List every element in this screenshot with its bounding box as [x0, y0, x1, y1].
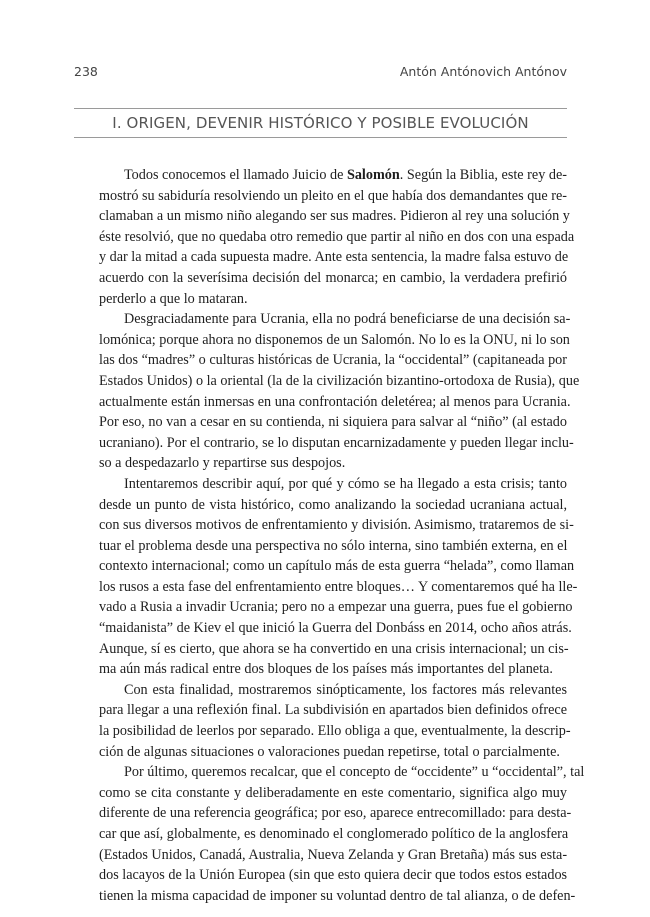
- paragraph-line: so a despedazarlo y repartirse sus despojos.: [99, 455, 346, 472]
- paragraph: [74, 474, 578, 680]
- heading-rule-bottom: [74, 137, 567, 138]
- paragraph-line: tuar el problema desde una perspectiva no sólo interna, sino también externa, en el: [99, 537, 568, 554]
- paragraph: [74, 165, 575, 309]
- paragraph-line: la posibilidad de leerlos por separado. Ello obliga a que, eventualmente, la descrip-: [99, 723, 571, 740]
- paragraph-line: Intentaremos describir aquí, por qué y cómo se ha llegado a esta crisis; tanto: [124, 475, 567, 492]
- paragraph-line: actualmente están inmersas en una confrontación deletérea; al menos para Ucrania.: [99, 393, 571, 410]
- section-heading: I. ORIGEN, DEVENIR HISTÓRICO Y POSIBLE EVOLUCIÓN: [112, 114, 529, 132]
- heading-rule-top: [74, 108, 567, 109]
- paragraph-line: ucraniano). Por el contrario, se lo disputan encarnizadamente y pueden llegar inclu-: [99, 434, 574, 451]
- paragraph-line: lomónica; porque ahora no disponemos de un Salomón. No lo es la ONU, ni lo son: [99, 331, 570, 348]
- paragraph-line: diferente de una referencia geográfica; por eso, aparece entrecomillado: para desta-: [99, 805, 572, 822]
- paragraph-line: Con esta finalidad, mostraremos sinópticamente, los factores más relevantes: [124, 681, 567, 698]
- paragraph-line: desde un punto de vista histórico, como analizando la sociedad ucraniana actual,: [99, 496, 567, 513]
- paragraph-line: Por eso, no van a cesar en su contienda, ni siquiera para salvar al “niño” (al estado: [99, 414, 567, 431]
- paragraph-line: clamaban a un mismo niño alegando ser sus madres. Pidieron al rey una solución y: [99, 208, 570, 225]
- paragraph-line: “maidanista” de Kiev el que inició la Guerra del Donbáss en 2014, ocho años atrás.: [99, 620, 572, 637]
- paragraph-line: las dos “madres” o culturas históricas de Ucrania, la “occidental” (capitaneada por: [99, 352, 567, 369]
- paragraph-line: (Estados Unidos, Canadá, Australia, Nueva Zelanda y Gran Bretaña) más sus esta-: [99, 846, 568, 863]
- paragraph-line: los rusos a esta fase del enfrentamiento entre bloques… Y comentaremos qué ha lle-: [99, 578, 578, 595]
- paragraph-line: mostró su sabiduría resolviendo un pleito en el que había dos demandantes que re-: [99, 187, 567, 204]
- paragraph: [74, 762, 585, 906]
- running-head: Antón Antónovich Antónov: [399, 64, 567, 79]
- paragraph-line: acuerdo con la severísima decisión del monarca; en cambio, la verdadera prefirió: [99, 269, 567, 286]
- paragraph-line: para llegar a una reflexión final. La subdivisión en apartados bien definidos ofrece: [99, 702, 567, 719]
- paragraph-line: y dar la mitad a cada supuesta madre. Ante esta sentencia, la madre falsa estuvo de: [99, 249, 569, 266]
- paragraph-line: como se cita constante y deliberadamente en este comentario, significa algo muy: [99, 784, 567, 801]
- paragraph-line: perderlo a que lo mataran.: [99, 290, 248, 307]
- body-text: [74, 165, 585, 906]
- paragraph-line: car que así, globalmente, es denominado el conglomerado político de la anglosfera: [99, 826, 569, 842]
- paragraph-line: ma aún más radical entre dos bloques de los países más importantes del planeta.: [99, 661, 553, 678]
- paragraph-line: ción de algunas situaciones o valoraciones puedan repetirse, total o parcialmente.: [99, 743, 560, 760]
- paragraph-line: dos lacayos de la Unión Europea (sin que esto quiera decir que todos estos estados: [99, 867, 568, 884]
- page-number: 238: [74, 64, 98, 79]
- paragraph-line: Aunque, sí es cierto, que ahora se ha convertido en una crisis internacional; un cis-: [99, 640, 569, 657]
- paragraph-line: Por último, queremos recalcar, que el concepto de “occidente” u “occidental”, tal: [124, 764, 585, 781]
- paragraph-line: Desgraciadamente para Ucrania, ella no podrá beneficiarse de una decisión sa-: [124, 311, 571, 328]
- paragraph: [74, 309, 580, 474]
- paragraph: [74, 680, 571, 762]
- paragraph-line: tienen la misma capacidad de imponer su voluntad dentro de tal alianza, o de defen-: [99, 887, 576, 904]
- bold-name: Salomón: [346, 167, 400, 183]
- paragraph-line: Todos conocemos el llamado Juicio de Salomón. Según la Biblia, este rey de-: [124, 167, 567, 183]
- paragraph-line: contexto internacional; como un capítulo más de esta guerra “helada”, como llaman: [99, 558, 575, 575]
- paragraph-line: vado a Rusia a invadir Ucrania; pero no a empezar una guerra, pues fue el gobierno: [99, 599, 573, 616]
- paragraph-line: éste resolvió, que no quedaba otro remedio que partir al niño en dos con una espada: [99, 228, 575, 245]
- paragraph-line: Estados Unidos) o la oriental (la de la civilización bizantino-ortodoxa de Rusia), que: [99, 372, 580, 389]
- paragraph-line: con sus diversos motivos de enfrentamiento y división. Asimismo, trataremos de si-: [99, 517, 574, 534]
